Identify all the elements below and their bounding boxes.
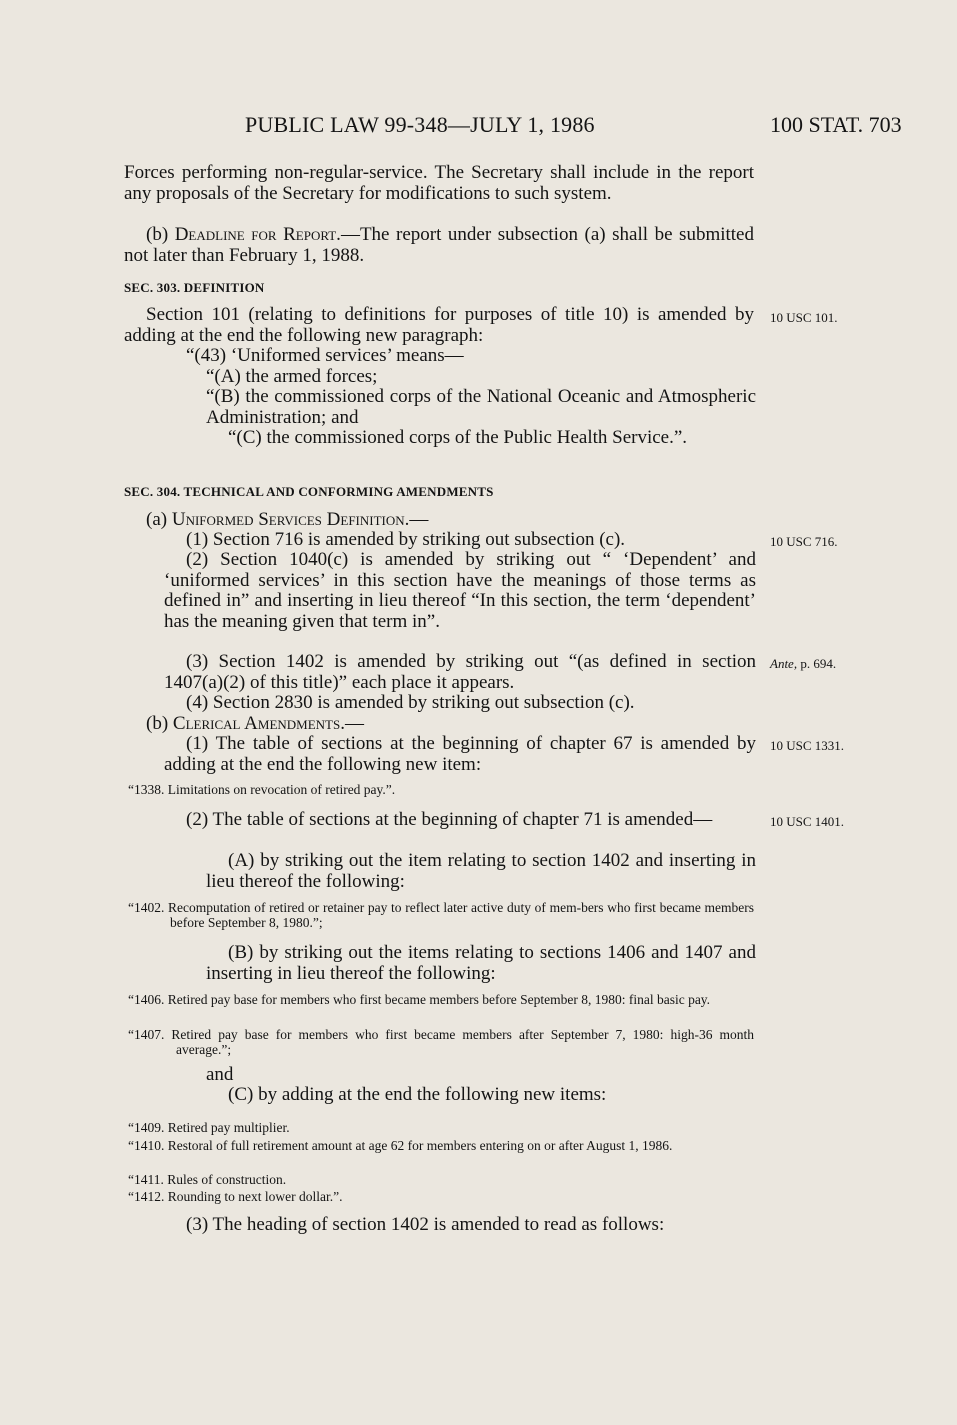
deadline-heading: Deadline for Report. [174, 224, 341, 245]
paragraph-b-2-b: (B) by striking out the items relating to sections 1406 and 1407 and inserting in lieu thereof the following: [206, 942, 756, 984]
paragraph-report-continuation: Forces performing non-regular-service. The Secretary shall include in the report any proposals of the Secretary for modifications to such system. [124, 162, 754, 204]
sec-304-heading: SEC. 304. TECHNICAL AND CONFORMING AMENDMENTS [124, 484, 494, 499]
subsection-a-dash: — [409, 509, 429, 530]
subsection-b-dash: — [344, 713, 364, 734]
subsection-a-label: (a) [146, 509, 172, 530]
conjunction-and: and [206, 1064, 234, 1085]
table-item-1411: “1411. Rules of construction. [128, 1172, 287, 1187]
paragraph-43: “(43) ‘Uniformed services’ means— [186, 345, 464, 366]
paragraph-b-2-a: (A) by striking out the item relating to section 1402 and inserting in lieu thereof the following: [206, 850, 756, 892]
table-item-1407: “1407. Retired pay base for members who first became members after September 7, 1980: high-36 month average.”; [128, 1027, 754, 1057]
sec-303-heading: SEC. 303. DEFINITION [124, 280, 265, 295]
margin-note-usc-101: 10 USC 101. [770, 310, 838, 325]
paragraph-a-4: (4) Section 2830 is amended by striking out subsection (c). [186, 692, 635, 713]
deadline-label: (b) [146, 224, 175, 245]
table-item-1409: “1409. Retired pay multiplier. [128, 1120, 290, 1135]
page-header-stat: 100 STAT. 703 [770, 112, 902, 137]
table-item-1402: “1402. Recomputation of retired or retainer pay to reflect later active duty of mem-bers who first became members before September 8, 1980.”; [128, 900, 754, 930]
page-header-title: PUBLIC LAW 99-348—JULY 1, 1986 [245, 112, 595, 137]
paragraph-b-1: (1) The table of sections at the beginning of chapter 67 is amended by adding at the end the following new item: [164, 733, 756, 775]
paragraph-b-3: (3) The heading of section 1402 is amended to read as follows: [186, 1214, 665, 1235]
table-item-1338: “1338. Limitations on revocation of retired pay.”. [128, 782, 396, 797]
paragraph-b-2-c: (C) by adding at the end the following new items: [228, 1084, 607, 1105]
margin-note-ante-italic: Ante, [770, 656, 798, 671]
table-item-1406: “1406. Retired pay base for members who first became members before September 8, 1980: final basic pay. [128, 992, 711, 1007]
margin-note-usc-716: 10 USC 716. [770, 534, 838, 549]
margin-note-ante [770, 656, 836, 672]
subsection-b-label: (b) [146, 713, 173, 734]
paragraph-a-3: (3) Section 1402 is amended by striking out “(as defined in section 1407(a)(2) of this title)” each place it appears. [164, 651, 756, 693]
subsection-b-heading [146, 714, 756, 735]
subsection-a-heading [146, 510, 756, 531]
paragraph-deadline [124, 225, 754, 266]
paragraph-43-a: “(A) the armed forces; [206, 366, 378, 387]
paragraph-43-b: “(B) the commissioned corps of the National Oceanic and Atmospheric Administration; and [206, 386, 756, 428]
paragraph-a-2: (2) Section 1040(c) is amended by striking out “ ‘Dependent’ and ‘uniformed services’ in this section have the meanings of those terms as defined in” and inserting in lieu thereof “In this section, the term ‘dependent’ has the meaning given that term in”. [164, 549, 756, 632]
paragraph-a-1: (1) Section 716 is amended by striking out subsection (c). [186, 529, 626, 550]
deadline-text: —The report under subsection (a) shall be submitted not later than February 1, 1988. [124, 224, 754, 266]
subsection-a-title: Uniformed Services Definition. [171, 509, 410, 530]
margin-note-usc-1401: 10 USC 1401. [770, 814, 845, 829]
table-item-1412: “1412. Rounding to next lower dollar.”. [128, 1189, 343, 1204]
margin-note-ante-page: p. 694. [797, 656, 837, 671]
sec-303-intro: Section 101 (relating to definitions for purposes of title 10) is amended by adding at the end the following new paragraph: [124, 304, 754, 346]
paragraph-43-c: “(C) the commissioned corps of the Public Health Service.”. [228, 427, 688, 448]
paragraph-b-2: (2) The table of sections at the beginning of chapter 71 is amended— [186, 809, 713, 830]
subsection-b-title: Clerical Amendments. [172, 713, 345, 734]
table-item-1410: “1410. Restoral of full retirement amount at age 62 for members entering on or after August 1, 1986. [128, 1138, 673, 1153]
margin-note-usc-1331: 10 USC 1331. [770, 738, 845, 753]
